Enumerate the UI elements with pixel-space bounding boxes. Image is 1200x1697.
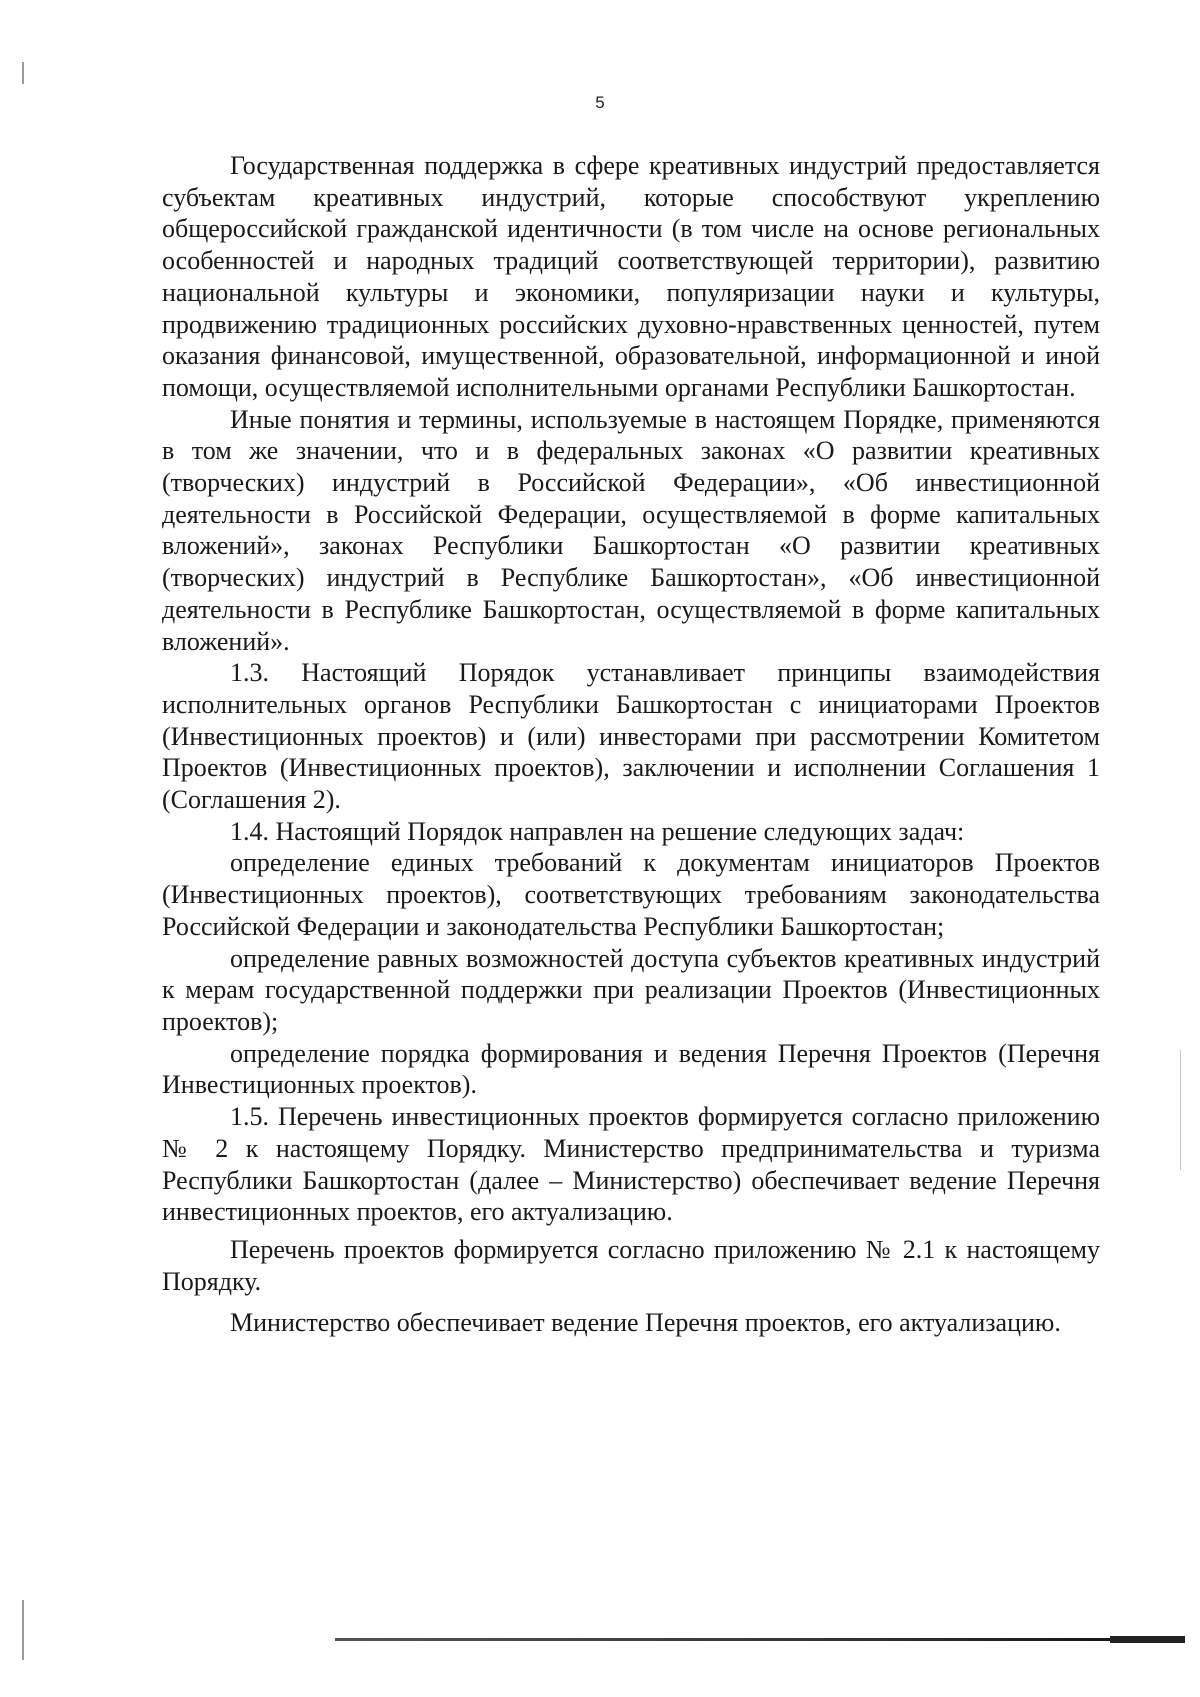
paragraph-1-3: 1.3. Настоящий Порядок устанавливает принципы взаимодействия исполнительных органов Республики Башкортостан с инициаторами Проектов (Инвестиционных проектов) и (или) инвесторами при рассмотрении Комитетом Проектов (Инвестиционных проектов), заключении и исполнении Соглашения 1 (Соглашения 2). xyxy=(162,658,1100,815)
footer-rule xyxy=(335,1638,1185,1641)
paragraph-task-list-procedure: определение порядка формирования и ведения Перечня Проектов (Перечня Инвестиционных проектов). xyxy=(162,1038,1100,1100)
scan-edge-mark-bottom xyxy=(22,1600,24,1660)
paragraph-task-requirements: определение единых требований к документам инициаторов Проектов (Инвестиционных проектов), соответствующих требованиям законодательства Российской Федерации и законодательства Республики Башкортостан; xyxy=(162,848,1100,941)
footer-rule-end xyxy=(1110,1636,1185,1643)
scan-edge-mark-top xyxy=(22,62,24,84)
paragraph-state-support: Государственная поддержка в сфере креативных индустрий предоставляется субъектам креативных индустрий, которые способствуют укреплению общероссийской гражданской идентичности (в том числе на основе региональных особенностей и народных традиций соответствующей территории), развитию национальной культуры и экономики, популяризации науки и культуры, продвижению традиционных российских духовно-нравственных ценностей, путем оказания финансовой, имущественной, образовательной, информационной и иной помощи, осуществляемой исполнительными органами Республики Башкортостан. xyxy=(162,151,1100,402)
paragraph-1-5: 1.5. Перечень инвестиционных проектов формируется согласно приложению № 2 к настоящему Порядку. Министерство предпринимательства и туризма Республики Башкортостан (далее – Министерство) обеспечивает ведение Перечня инвестиционных проектов, его актуализацию. xyxy=(162,1102,1100,1227)
paragraph-ministry-maintains: Министерство обеспечивает ведение Перечня проектов, его актуализацию. xyxy=(230,1308,1061,1338)
page-number: 5 xyxy=(595,93,605,112)
document-body xyxy=(162,150,1100,1339)
scan-edge-mark-right xyxy=(1180,1050,1181,1170)
paragraph-other-terms: Иные понятия и термины, используемые в настоящем Порядке, применяются в том же значении, что и в федеральных законах «О развитии креативных (творческих) индустрий в Российской Федерации», «Об инвестиционной деятельности в Российской Федерации, осуществляемой в форме капитальных вложений», законах Республики Башкортостан «О развитии креативных (творческих) индустрий в Республике Башкортостан», «Об инвестиционной деятельности в Республике Башкортостан, осуществляемой в форме капитальных вложений». xyxy=(162,404,1100,656)
paragraph-task-equal-access: определение равных возможностей доступа субъектов креативных индустрий к мерам государственной поддержки при реализации Проектов (Инвестиционных проектов); xyxy=(162,943,1100,1036)
paragraph-1-4: 1.4. Настоящий Порядок направлен на решение следующих задач: xyxy=(230,816,965,846)
paragraph-project-list: Перечень проектов формируется согласно приложению № 2.1 к настоящему Порядку. xyxy=(162,1234,1100,1296)
